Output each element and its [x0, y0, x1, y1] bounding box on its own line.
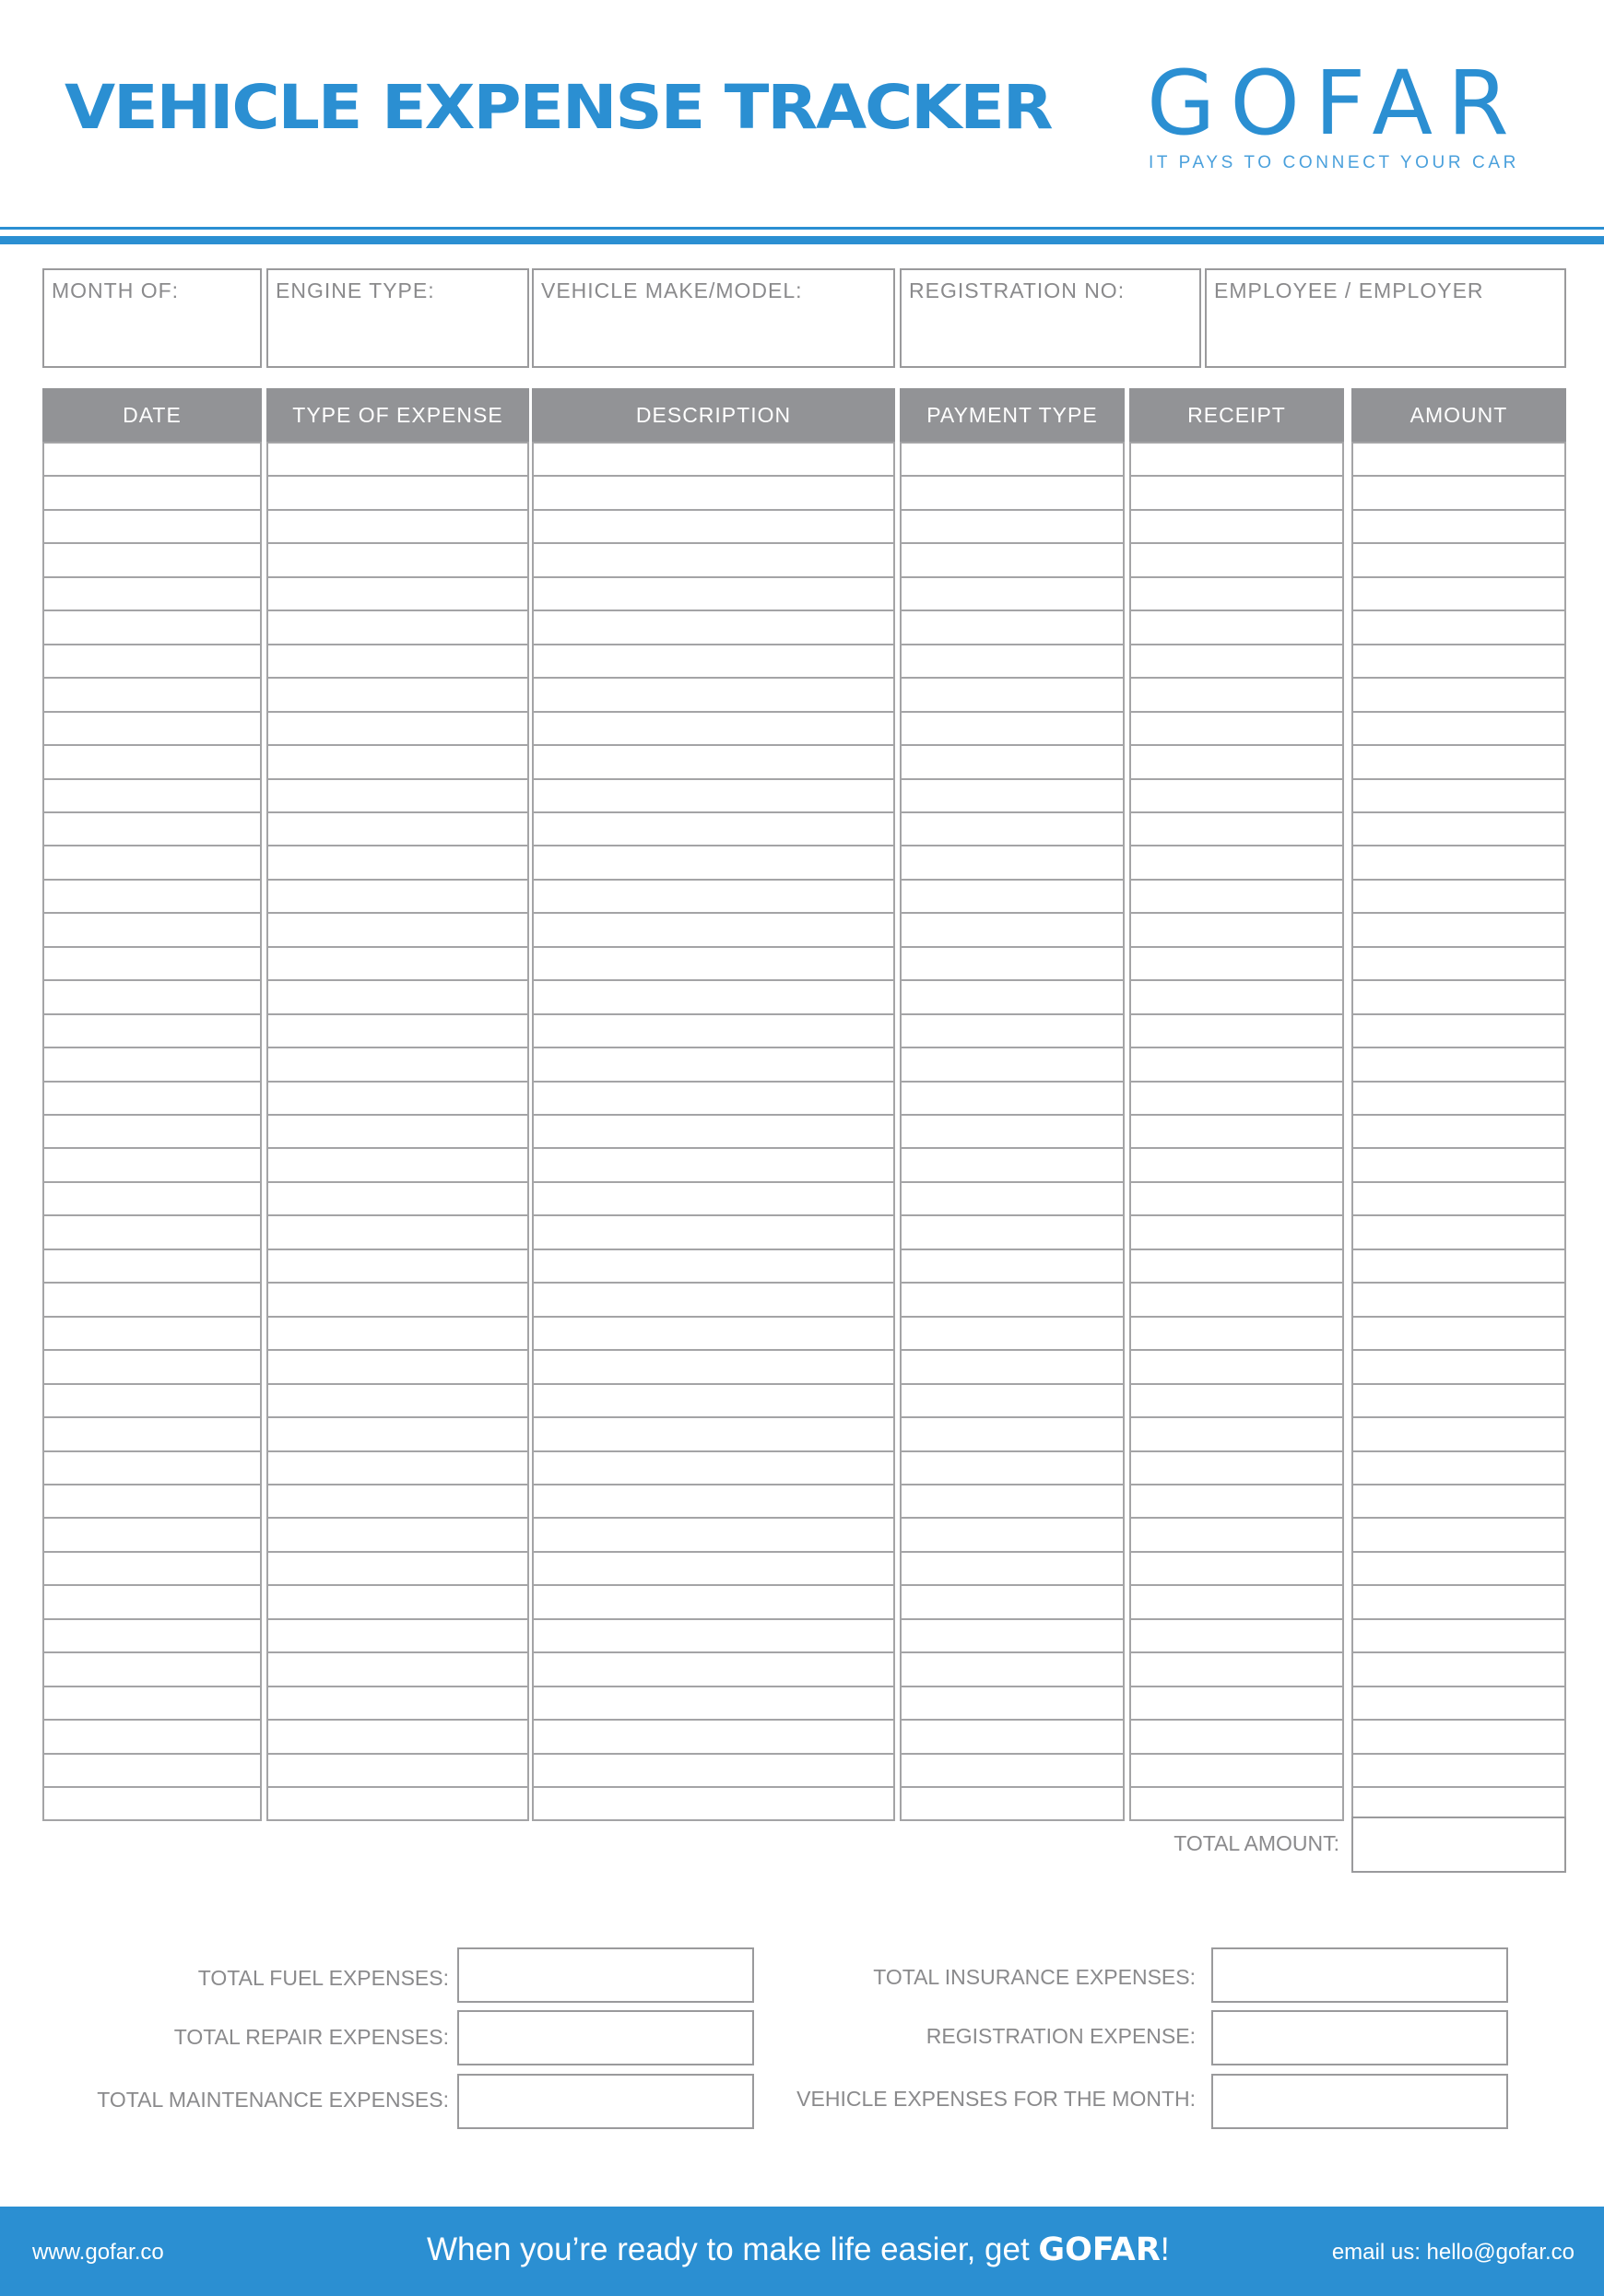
cell-payment-type[interactable] [900, 1383, 1125, 1418]
footer-slogan [427, 2231, 1170, 2268]
cell-receipt[interactable] [1129, 442, 1344, 477]
cell-description[interactable] [532, 1081, 895, 1116]
cell-description[interactable] [532, 946, 895, 981]
cell-date[interactable] [42, 1416, 262, 1452]
column-header-description: DESCRIPTION [532, 388, 895, 442]
cell-description[interactable] [532, 1484, 895, 1519]
cell-payment-type[interactable] [900, 1753, 1125, 1788]
cell-description[interactable] [532, 1753, 895, 1788]
total-insurance-label: TOTAL INSURANCE EXPENSES: [873, 1965, 1196, 1989]
cell-type-of-expense[interactable] [266, 509, 529, 544]
cell-type-of-expense[interactable] [266, 1282, 529, 1318]
cell-date[interactable] [42, 1551, 262, 1586]
engine-type-field-label: ENGINE TYPE: [276, 278, 435, 302]
cell-payment-type[interactable] [900, 1786, 1125, 1821]
cell-receipt[interactable] [1129, 1753, 1344, 1788]
cell-description[interactable] [532, 879, 895, 914]
cell-date[interactable] [42, 576, 262, 611]
cell-amount[interactable] [1351, 644, 1566, 679]
cell-receipt[interactable] [1129, 744, 1344, 780]
cell-receipt[interactable] [1129, 1416, 1344, 1452]
cell-description[interactable] [532, 576, 895, 611]
cell-amount[interactable] [1351, 1450, 1566, 1485]
cell-payment-type[interactable] [900, 1517, 1125, 1553]
cell-receipt[interactable] [1129, 1013, 1344, 1048]
cell-description[interactable] [532, 1181, 895, 1216]
cell-type-of-expense[interactable] [266, 475, 529, 511]
footer-slogan-brand: GOFAR [1038, 2231, 1161, 2268]
cell-type-of-expense[interactable] [266, 1651, 529, 1687]
cell-type-of-expense[interactable] [266, 1618, 529, 1653]
cell-type-of-expense[interactable] [266, 442, 529, 477]
cell-description[interactable] [532, 1551, 895, 1586]
cell-receipt[interactable] [1129, 1517, 1344, 1553]
cell-amount[interactable] [1351, 1114, 1566, 1149]
cell-description[interactable] [532, 1651, 895, 1687]
cell-receipt[interactable] [1129, 1719, 1344, 1755]
cell-date[interactable] [42, 1181, 262, 1216]
cell-date[interactable] [42, 744, 262, 780]
cell-date[interactable] [42, 1517, 262, 1553]
cell-date[interactable] [42, 1651, 262, 1687]
registration-expense-label: REGISTRATION EXPENSE: [926, 2024, 1196, 2048]
cell-amount[interactable] [1351, 610, 1566, 645]
cell-description[interactable] [532, 475, 895, 511]
cell-receipt[interactable] [1129, 1484, 1344, 1519]
cell-payment-type[interactable] [900, 711, 1125, 746]
cell-payment-type[interactable] [900, 1349, 1125, 1385]
cell-description[interactable] [532, 610, 895, 645]
cell-amount[interactable] [1351, 778, 1566, 813]
cell-payment-type[interactable] [900, 644, 1125, 679]
cell-amount[interactable] [1351, 1147, 1566, 1183]
cell-amount[interactable] [1351, 879, 1566, 914]
cell-type-of-expense[interactable] [266, 1316, 529, 1351]
cell-type-of-expense[interactable] [266, 1349, 529, 1385]
cell-amount[interactable] [1351, 677, 1566, 713]
cell-payment-type[interactable] [900, 912, 1125, 948]
cell-amount[interactable] [1351, 442, 1566, 477]
cell-date[interactable] [42, 677, 262, 713]
cell-date[interactable] [42, 778, 262, 813]
employee-employer-field-label: EMPLOYEE / EMPLOYER [1214, 278, 1484, 302]
cell-description[interactable] [532, 1349, 895, 1385]
cell-description[interactable] [532, 979, 895, 1015]
cell-type-of-expense[interactable] [266, 744, 529, 780]
month-expenses-label: VEHICLE EXPENSES FOR THE MONTH: [796, 2087, 1196, 2111]
cell-date[interactable] [42, 610, 262, 645]
cell-description[interactable] [532, 811, 895, 846]
cell-description[interactable] [532, 744, 895, 780]
cell-amount[interactable] [1351, 1181, 1566, 1216]
cell-description[interactable] [532, 1147, 895, 1183]
cell-type-of-expense[interactable] [266, 1383, 529, 1418]
cell-receipt[interactable] [1129, 778, 1344, 813]
cell-amount[interactable] [1351, 1282, 1566, 1318]
cell-description[interactable] [532, 778, 895, 813]
cell-description[interactable] [532, 1214, 895, 1250]
cell-amount[interactable] [1351, 946, 1566, 981]
cell-receipt[interactable] [1129, 1316, 1344, 1351]
cell-type-of-expense[interactable] [266, 1416, 529, 1452]
cell-description[interactable] [532, 1584, 895, 1620]
total-maintenance-label: TOTAL MAINTENANCE EXPENSES: [97, 2088, 449, 2112]
cell-type-of-expense[interactable] [266, 1114, 529, 1149]
cell-payment-type[interactable] [900, 1181, 1125, 1216]
cell-receipt[interactable] [1129, 1786, 1344, 1821]
total-insurance-box[interactable] [1211, 1947, 1508, 2003]
cell-payment-type[interactable] [900, 1450, 1125, 1485]
cell-amount[interactable] [1351, 1753, 1566, 1788]
cell-description[interactable] [532, 1416, 895, 1452]
cell-amount[interactable] [1351, 475, 1566, 511]
cell-amount[interactable] [1351, 1651, 1566, 1687]
cell-amount[interactable] [1351, 845, 1566, 881]
cell-date[interactable] [42, 1114, 262, 1149]
month-expenses-box[interactable] [1211, 2074, 1508, 2129]
gofar-logo: GOFAR [1147, 52, 1524, 155]
cell-description[interactable] [532, 1013, 895, 1048]
cell-payment-type[interactable] [900, 1013, 1125, 1048]
total-repair-label: TOTAL REPAIR EXPENSES: [173, 2025, 449, 2049]
cell-type-of-expense[interactable] [266, 610, 529, 645]
cell-receipt[interactable] [1129, 912, 1344, 948]
footer-bar [0, 2207, 1604, 2296]
cell-description[interactable] [532, 1383, 895, 1418]
cell-type-of-expense[interactable] [266, 1517, 529, 1553]
cell-description[interactable] [532, 1618, 895, 1653]
cell-payment-type[interactable] [900, 1651, 1125, 1687]
cell-date[interactable] [42, 1753, 262, 1788]
cell-amount[interactable] [1351, 1517, 1566, 1553]
cell-date[interactable] [42, 946, 262, 981]
cell-receipt[interactable] [1129, 1651, 1344, 1687]
total-fuel-label: TOTAL FUEL EXPENSES: [197, 1966, 449, 1990]
cell-description[interactable] [532, 1114, 895, 1149]
cell-receipt[interactable] [1129, 1450, 1344, 1485]
cell-type-of-expense[interactable] [266, 1081, 529, 1116]
cell-type-of-expense[interactable] [266, 1249, 529, 1284]
cell-payment-type[interactable] [900, 1081, 1125, 1116]
column-header-type-of-expense: TYPE OF EXPENSE [266, 388, 529, 442]
cell-type-of-expense[interactable] [266, 576, 529, 611]
cell-description[interactable] [532, 542, 895, 578]
cell-amount[interactable] [1351, 1551, 1566, 1586]
cell-amount[interactable] [1351, 744, 1566, 780]
cell-description[interactable] [532, 1686, 895, 1721]
cell-type-of-expense[interactable] [266, 845, 529, 881]
cell-receipt[interactable] [1129, 542, 1344, 578]
cell-date[interactable] [42, 542, 262, 578]
cell-payment-type[interactable] [900, 744, 1125, 780]
cell-date[interactable] [42, 979, 262, 1015]
cell-receipt[interactable] [1129, 1047, 1344, 1083]
cell-receipt[interactable] [1129, 1383, 1344, 1418]
footer-slogan-text: When you’re ready to make life easier, get [427, 2231, 1039, 2267]
cell-receipt[interactable] [1129, 711, 1344, 746]
cell-date[interactable] [42, 644, 262, 679]
cell-amount[interactable] [1351, 576, 1566, 611]
cell-type-of-expense[interactable] [266, 1484, 529, 1519]
cell-type-of-expense[interactable] [266, 644, 529, 679]
cell-date[interactable] [42, 845, 262, 881]
cell-description[interactable] [532, 1786, 895, 1821]
cell-amount[interactable] [1351, 711, 1566, 746]
cell-receipt[interactable] [1129, 1147, 1344, 1183]
cell-receipt[interactable] [1129, 610, 1344, 645]
column-header-amount: AMOUNT [1351, 388, 1566, 442]
cell-description[interactable] [532, 1719, 895, 1755]
cell-date[interactable] [42, 1081, 262, 1116]
cell-payment-type[interactable] [900, 1282, 1125, 1318]
cell-receipt[interactable] [1129, 1686, 1344, 1721]
cell-type-of-expense[interactable] [266, 1786, 529, 1821]
cell-receipt[interactable] [1129, 811, 1344, 846]
cell-type-of-expense[interactable] [266, 677, 529, 713]
cell-date[interactable] [42, 1214, 262, 1250]
cell-receipt[interactable] [1129, 509, 1344, 544]
cell-amount[interactable] [1351, 1316, 1566, 1351]
cell-payment-type[interactable] [900, 1114, 1125, 1149]
cell-description[interactable] [532, 677, 895, 713]
cell-amount[interactable] [1351, 1383, 1566, 1418]
cell-amount[interactable] [1351, 912, 1566, 948]
total-maintenance-box[interactable] [457, 2074, 754, 2129]
cell-amount[interactable] [1351, 1013, 1566, 1048]
cell-receipt[interactable] [1129, 677, 1344, 713]
cell-date[interactable] [42, 1686, 262, 1721]
cell-type-of-expense[interactable] [266, 946, 529, 981]
cell-date[interactable] [42, 475, 262, 511]
cell-receipt[interactable] [1129, 1081, 1344, 1116]
cell-receipt[interactable] [1129, 644, 1344, 679]
cell-date[interactable] [42, 442, 262, 477]
cell-type-of-expense[interactable] [266, 979, 529, 1015]
cell-receipt[interactable] [1129, 1349, 1344, 1385]
cell-description[interactable] [532, 1517, 895, 1553]
month-field-label: MONTH OF: [52, 278, 180, 302]
cell-date[interactable] [42, 1316, 262, 1351]
cell-payment-type[interactable] [900, 1686, 1125, 1721]
cell-amount[interactable] [1351, 1484, 1566, 1519]
cell-payment-type[interactable] [900, 1484, 1125, 1519]
footer-email-link[interactable]: email us: hello@gofar.co [1331, 2240, 1575, 2265]
cell-payment-type[interactable] [900, 1551, 1125, 1586]
cell-type-of-expense[interactable] [266, 1181, 529, 1216]
cell-date[interactable] [42, 1450, 262, 1485]
cell-type-of-expense[interactable] [266, 1753, 529, 1788]
cell-receipt[interactable] [1129, 879, 1344, 914]
cell-receipt[interactable] [1129, 1114, 1344, 1149]
footer-slogan-end: ! [1160, 2231, 1170, 2267]
cell-amount[interactable] [1351, 509, 1566, 544]
cell-description[interactable] [532, 1316, 895, 1351]
cell-amount[interactable] [1351, 1081, 1566, 1116]
cell-payment-type[interactable] [900, 576, 1125, 611]
cell-type-of-expense[interactable] [266, 879, 529, 914]
cell-date[interactable] [42, 811, 262, 846]
cell-type-of-expense[interactable] [266, 912, 529, 948]
cell-amount[interactable] [1351, 811, 1566, 846]
cell-description[interactable] [532, 442, 895, 477]
cell-receipt[interactable] [1129, 845, 1344, 881]
cell-payment-type[interactable] [900, 979, 1125, 1015]
cell-payment-type[interactable] [900, 542, 1125, 578]
cell-date[interactable] [42, 1047, 262, 1083]
cell-payment-type[interactable] [900, 811, 1125, 846]
cell-receipt[interactable] [1129, 1551, 1344, 1586]
cell-payment-type[interactable] [900, 1047, 1125, 1083]
cell-amount[interactable] [1351, 1584, 1566, 1620]
cell-payment-type[interactable] [900, 1618, 1125, 1653]
cell-type-of-expense[interactable] [266, 1719, 529, 1755]
cell-date[interactable] [42, 912, 262, 948]
cell-type-of-expense[interactable] [266, 1551, 529, 1586]
vehicle-make-model-field-label: VEHICLE MAKE/MODEL: [541, 278, 803, 302]
page-title: VEHICLE EXPENSE TRACKER [65, 72, 1052, 143]
cell-receipt[interactable] [1129, 1181, 1344, 1216]
total-amount-label: TOTAL AMOUNT: [1174, 1831, 1339, 1855]
cell-payment-type[interactable] [900, 509, 1125, 544]
cell-payment-type[interactable] [900, 1584, 1125, 1620]
registration-no-field-label: REGISTRATION NO: [909, 278, 1126, 302]
footer-website-link[interactable]: www.gofar.co [32, 2240, 164, 2265]
cell-date[interactable] [42, 1147, 262, 1183]
cell-type-of-expense[interactable] [266, 1450, 529, 1485]
cell-type-of-expense[interactable] [266, 1013, 529, 1048]
total-amount-box[interactable] [1351, 1817, 1566, 1873]
cell-payment-type[interactable] [900, 778, 1125, 813]
cell-payment-type[interactable] [900, 879, 1125, 914]
cell-amount[interactable] [1351, 1349, 1566, 1385]
cell-amount[interactable] [1351, 1416, 1566, 1452]
cell-description[interactable] [532, 845, 895, 881]
column-header-receipt: RECEIPT [1129, 388, 1344, 442]
cell-type-of-expense[interactable] [266, 778, 529, 813]
logo-tagline: IT PAYS TO CONNECT YOUR CAR [1149, 153, 1519, 172]
cell-description[interactable] [532, 1450, 895, 1485]
cell-amount[interactable] [1351, 1719, 1566, 1755]
cell-amount[interactable] [1351, 1214, 1566, 1250]
cell-description[interactable] [532, 912, 895, 948]
cell-date[interactable] [42, 711, 262, 746]
cell-receipt[interactable] [1129, 1584, 1344, 1620]
cell-date[interactable] [42, 1786, 262, 1821]
cell-amount[interactable] [1351, 1618, 1566, 1653]
cell-payment-type[interactable] [900, 442, 1125, 477]
total-repair-box[interactable] [457, 2010, 754, 2065]
cell-amount[interactable] [1351, 1047, 1566, 1083]
cell-payment-type[interactable] [900, 1416, 1125, 1452]
cell-payment-type[interactable] [900, 1719, 1125, 1755]
cell-date[interactable] [42, 879, 262, 914]
cell-payment-type[interactable] [900, 946, 1125, 981]
cell-payment-type[interactable] [900, 1147, 1125, 1183]
cell-date[interactable] [42, 1349, 262, 1385]
cell-description[interactable] [532, 509, 895, 544]
column-header-payment-type: PAYMENT TYPE [900, 388, 1125, 442]
cell-payment-type[interactable] [900, 1214, 1125, 1250]
cell-date[interactable] [42, 1013, 262, 1048]
cell-date[interactable] [42, 1249, 262, 1284]
cell-amount[interactable] [1351, 1249, 1566, 1284]
cell-type-of-expense[interactable] [266, 1214, 529, 1250]
cell-payment-type[interactable] [900, 475, 1125, 511]
cell-description[interactable] [532, 1249, 895, 1284]
cell-receipt[interactable] [1129, 979, 1344, 1015]
cell-receipt[interactable] [1129, 475, 1344, 511]
cell-type-of-expense[interactable] [266, 1147, 529, 1183]
cell-receipt[interactable] [1129, 946, 1344, 981]
cell-description[interactable] [532, 711, 895, 746]
cell-payment-type[interactable] [900, 1316, 1125, 1351]
cell-description[interactable] [532, 1282, 895, 1318]
cell-date[interactable] [42, 1719, 262, 1755]
cell-description[interactable] [532, 644, 895, 679]
cell-payment-type[interactable] [900, 845, 1125, 881]
cell-amount[interactable] [1351, 979, 1566, 1015]
cell-receipt[interactable] [1129, 1214, 1344, 1250]
cell-date[interactable] [42, 1618, 262, 1653]
cell-receipt[interactable] [1129, 1249, 1344, 1284]
cell-receipt[interactable] [1129, 1618, 1344, 1653]
cell-amount[interactable] [1351, 542, 1566, 578]
cell-amount[interactable] [1351, 1686, 1566, 1721]
column-header-date: DATE [42, 388, 262, 442]
cell-type-of-expense[interactable] [266, 1047, 529, 1083]
cell-type-of-expense[interactable] [266, 1686, 529, 1721]
cell-receipt[interactable] [1129, 1282, 1344, 1318]
cell-date[interactable] [42, 1383, 262, 1418]
cell-date[interactable] [42, 1282, 262, 1318]
registration-expense-box[interactable] [1211, 2010, 1508, 2065]
cell-type-of-expense[interactable] [266, 811, 529, 846]
cell-date[interactable] [42, 1484, 262, 1519]
cell-type-of-expense[interactable] [266, 542, 529, 578]
cell-payment-type[interactable] [900, 1249, 1125, 1284]
cell-description[interactable] [532, 1047, 895, 1083]
cell-payment-type[interactable] [900, 610, 1125, 645]
total-fuel-box[interactable] [457, 1947, 754, 2003]
cell-date[interactable] [42, 1584, 262, 1620]
cell-type-of-expense[interactable] [266, 711, 529, 746]
cell-type-of-expense[interactable] [266, 1584, 529, 1620]
cell-date[interactable] [42, 509, 262, 544]
cell-payment-type[interactable] [900, 677, 1125, 713]
cell-receipt[interactable] [1129, 576, 1344, 611]
